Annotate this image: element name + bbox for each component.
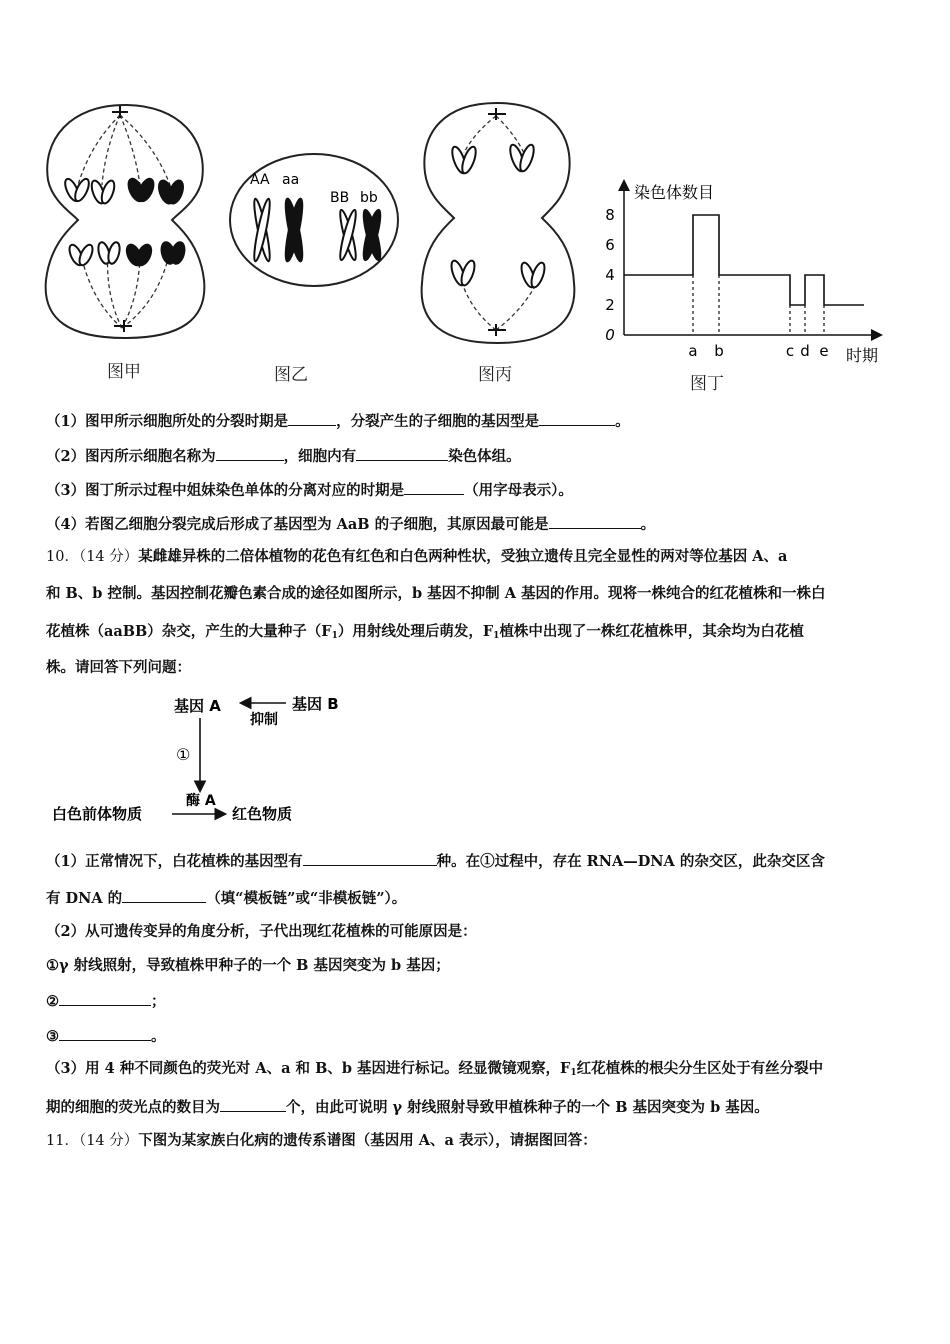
- q9-part2: （2）图丙所示细胞名称为 ，细胞内有 染色体组。: [46, 445, 908, 467]
- q9-part3: （3）图丁所示过程中姐妹染色单体的分离对应的时期是 （用字母表示）。: [46, 479, 908, 501]
- q10-part2: （2）从可遗传变异的角度分析，子代出现红花植株的可能原因是：: [46, 923, 477, 940]
- label-AA: AA: [250, 172, 270, 188]
- label-BB: BB: [330, 190, 350, 206]
- q9-blank-6[interactable]: [549, 513, 641, 529]
- figure-bing: [414, 98, 580, 348]
- label-bb: bb: [360, 190, 378, 206]
- q10-part3-a: （3）用 4 种不同颜色的荧光对 A、a 和 B、b 基因进行标记。经显微镜观察，$F_1$红花植株的根尖分生区处于有丝分裂中: [46, 1060, 824, 1078]
- q9-part4: （4）若图乙细胞分裂完成后形成了基因型为 AaB 的子细胞，其原因最可能是 。: [46, 513, 908, 535]
- q10-part2-ii: ② ；: [46, 990, 908, 1012]
- figure-jia: [40, 100, 210, 345]
- label-aa: aa: [282, 172, 300, 188]
- y-tick-label-0: 0: [605, 326, 615, 344]
- y-axis-label: 染色体数目: [634, 183, 715, 202]
- q10-blank-5[interactable]: [220, 1096, 286, 1112]
- chromosome-count-line: [624, 215, 864, 305]
- y-tick-label-2: 2: [605, 296, 615, 314]
- y-tick-label-4: 4: [605, 266, 615, 284]
- x-tick-label-b: b: [714, 342, 724, 360]
- q9-blank-2[interactable]: [539, 410, 615, 426]
- q10-part1-b: 有 DNA 的 （填“模板链”或“非模板链”）。: [46, 887, 908, 909]
- q10-blank-2[interactable]: [122, 887, 206, 903]
- q10-part3-b: 期的细胞的荧光点的数目为 个，由此可说明 γ 射线照射导致甲植株种子的一个 B 基因突变为 b 基因。: [46, 1096, 908, 1118]
- figure-yi: [226, 150, 402, 290]
- q10-part2-i: ①γ 射线照射，导致植株甲种子的一个 B 基因突变为 b 基因；: [46, 957, 450, 974]
- x-tick-label-c: c: [785, 342, 795, 360]
- figure-yi-caption: 图乙: [274, 365, 308, 385]
- inhibit-label: 抑制: [250, 712, 278, 728]
- precursor-label: 白色前体物质: [52, 805, 143, 823]
- q9-blank-4[interactable]: [356, 445, 448, 461]
- q10-blank-3[interactable]: [59, 990, 151, 1006]
- figure-ding-chart: [600, 170, 900, 385]
- step-1-marker: ①: [176, 745, 191, 764]
- x-axis-label: 时期: [846, 346, 879, 365]
- q10-blank-4[interactable]: [59, 1025, 151, 1041]
- figure-ding-caption: 图丁: [690, 374, 724, 394]
- gene-B-label: 基因 B: [292, 695, 339, 713]
- q9-blank-3[interactable]: [216, 445, 284, 461]
- q9-blank-1[interactable]: [288, 410, 336, 426]
- q10-stem-4: 株。请回答下列问题：: [46, 659, 191, 676]
- pathway-diagram: [46, 690, 356, 830]
- q9-part1: （1）图甲所示细胞所处的分裂时期是 ，分裂产生的子细胞的基因型是 。: [46, 410, 908, 432]
- q10-part2-iii: ③ 。: [46, 1025, 908, 1047]
- q10-stem-3: 花植株（aaBB）杂交，产生的大量种子$(F_1)$用射线处理后萌发，$F_1$植株中出现了一株红花植株甲，其余均为白花植: [46, 623, 804, 641]
- q10-blank-1[interactable]: [303, 850, 437, 866]
- figure-bing-caption: 图丙: [478, 365, 512, 385]
- x-tick-label-e: e: [819, 342, 829, 360]
- gene-A-label: 基因 A: [174, 697, 221, 715]
- q10-stem-2: 和 B、b 控制。基因控制花瓣色素合成的途径如图所示，b 基因不抑制 A 基因的作用。现将一株纯合的红花植株和一株白: [46, 585, 826, 602]
- q10-part1-a: （1）正常情况下，白花植株的基因型有 种。在①过程中，存在 RNA—DNA 的杂交区，此杂交区含: [46, 850, 908, 872]
- x-tick-label-a: a: [688, 342, 698, 360]
- q11-stem: 11．（14 分）下图为某家族白化病的遗传系谱图（基因用 A、a 表示），请据图回答：: [46, 1132, 597, 1149]
- x-tick-label-d: d: [800, 342, 810, 360]
- figure-jia-caption: 图甲: [107, 362, 141, 382]
- product-label: 红色物质: [232, 805, 293, 823]
- enzyme-A-label: 酶 A: [186, 793, 216, 809]
- y-tick-label-6: 6: [605, 236, 615, 254]
- y-tick-label-8: 8: [605, 206, 615, 224]
- q9-blank-5[interactable]: [404, 479, 464, 495]
- q10-stem-1: 10．（14 分）某雌雄异株的二倍体植物的花色有红色和白色两种性状，受独立遗传且完全显性的两对等位基因 A、a: [46, 548, 788, 565]
